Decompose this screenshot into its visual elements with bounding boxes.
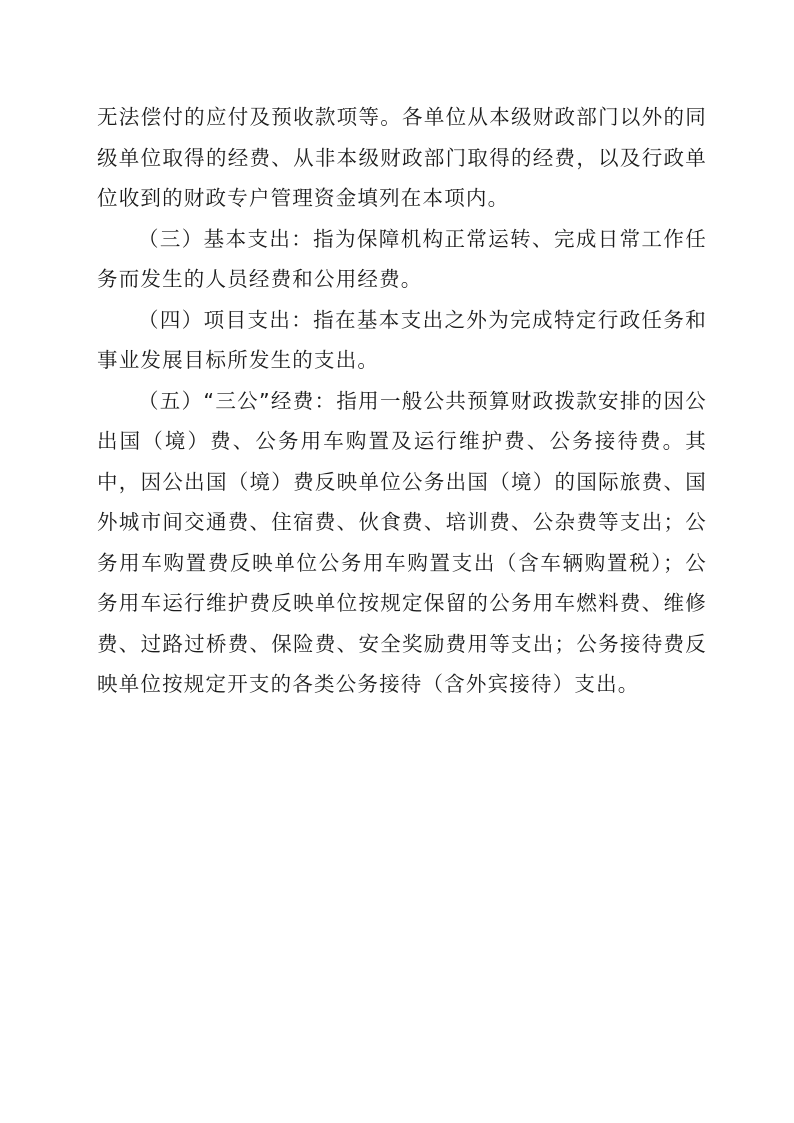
document-body <box>97 97 707 705</box>
paragraph-basic-expenditure: （三）基本支出：指为保障机构正常运转、完成日常工作任务而发生的人员经费和公用经费。 <box>97 226 707 291</box>
paragraph-continuation: 无法偿付的应付及预收款项等。各单位从本级财政部门以外的同级单位取得的经费、从非本级财政部门取得的经费，以及行政单位收到的财政专户管理资金填列在本项内。 <box>97 105 707 210</box>
paragraph-three-public-expenses: （五）“三公”经费：指用一般公共预算财政拨款安排的因公出国（境）费、公务用车购置及运行维护费、公务接待费。其中，因公出国（境）费反映单位公务出国（境）的国际旅费、国外城市间交通费、住宿费、伙食费、培训费、公杂费等支出；公务用车购置费反映单位公务用车购置支出（含车辆购置税）；公务用车运行维护费反映单位按规定保留的公务用车燃料费、维修费、过路过桥费、保险费、安全奖励费用等支出；公务接待费反映单位按规定开支的各类公务接待（含外宾接待）支出。 <box>97 388 707 696</box>
paragraph-project-expenditure: （四）项目支出：指在基本支出之外为完成特定行政任务和事业发展目标所发生的支出。 <box>97 307 707 372</box>
